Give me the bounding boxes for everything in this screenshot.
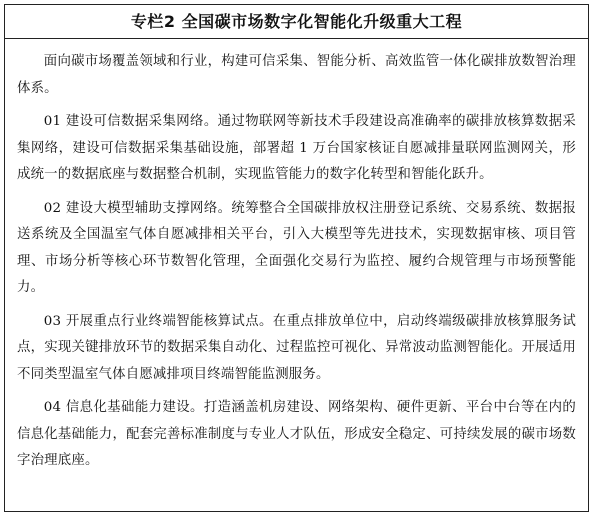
item-01-paragraph: 01 建设可信数据采集网络。通过物联网等新技术手段建设高准确率的碳排放核算数据采集网络，建设可信数据采集基础设施，部署超 1 万台国家核证自愿减排量联网监测网关，形成统一的数据底座与数据整合机制，实现监管能力的数字化转型和智能化跃升。 [17, 114, 576, 182]
column-title: 专栏2 全国碳市场数字化智能化升级重大工程 [5, 5, 588, 39]
column-content [5, 39, 588, 475]
item-04-paragraph: 04 信息化基础能力建设。打造涵盖机房建设、网络架构、硬件更新、平台中台等在内的信息化基础能力，配套完善标准制度与专业人才队伍，形成安全稳定、可持续发展的碳市场数字治理底座。 [17, 400, 576, 468]
column-box [4, 4, 589, 512]
item-03-paragraph: 03 开展重点行业终端智能核算试点。在重点排放单位中，启动终端级碳排放核算服务试点，实现关键排放环节的数据采集自动化、过程监控可视化、异常波动监测智能化。开展适用不同类型温室气体自愿减排项目终端智能监测服务。 [17, 313, 576, 382]
item-02-paragraph: 02 建设大模型辅助支撑网络。统筹整合全国碳排放权注册登记系统、交易系统、数据报送系统及全国温室气体自愿减排相关平台，引入大模型等先进技术，实现数据审核、项目管理、市场分析等核心环节数智化管理，全面强化交易行为监控、履约合规管理与市场预警能力。 [17, 200, 576, 295]
intro-paragraph: 面向碳市场覆盖领域和行业，构建可信采集、智能分析、高效监管一体化碳排放数智治理体系。 [17, 54, 576, 96]
